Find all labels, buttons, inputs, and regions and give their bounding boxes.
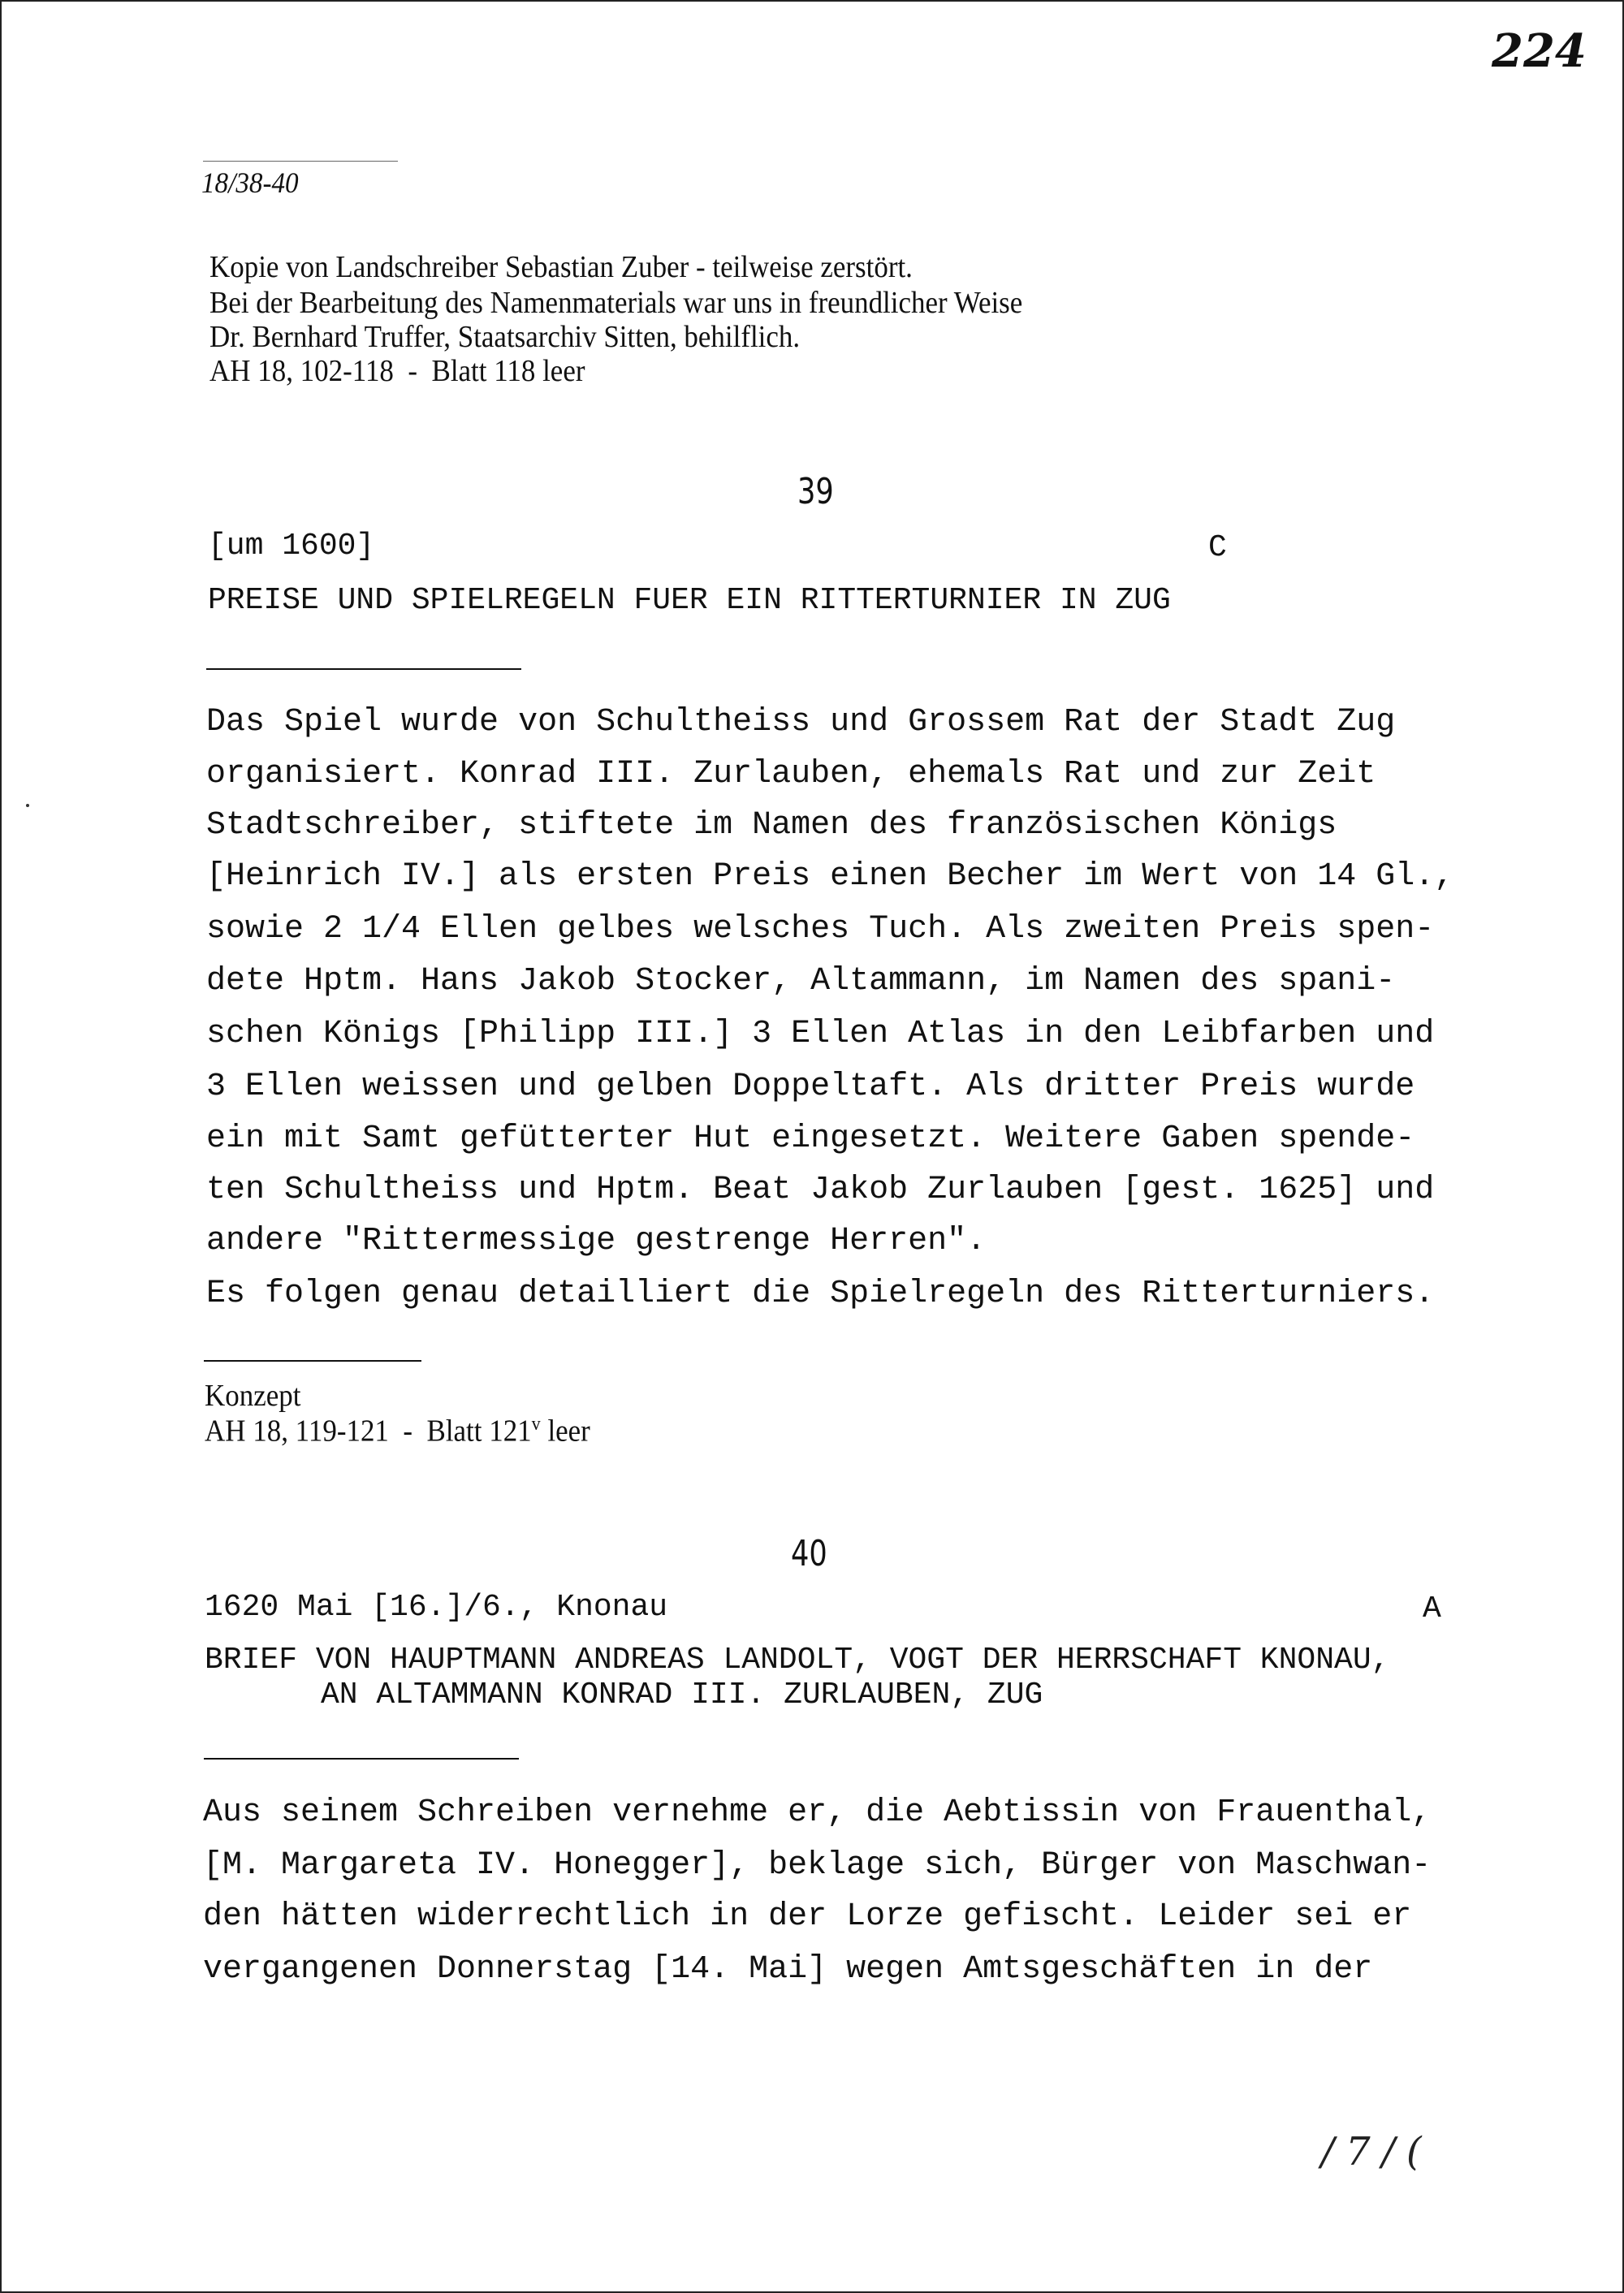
body-line: [Heinrich IV.] als ersten Preis einen Becher im Wert von 14 Gl.,: [206, 858, 1454, 895]
verso-mark: v: [531, 1414, 541, 1435]
source-reference: [205, 1414, 590, 1447]
body-line: Stadtschreiber, stiftete im Namen des französischen Königs: [206, 807, 1337, 844]
entry-type: A: [1423, 1591, 1441, 1626]
intro-line: Dr. Bernhard Truffer, Staatsarchiv Sitten, behilflich.: [209, 320, 801, 354]
handwritten-folio-mark: /7/(: [1321, 2129, 1433, 2174]
body-line: vergangenen Donnerstag [14. Mai] wegen Amtsgeschäften in der: [203, 1951, 1373, 1988]
divider: [204, 1360, 421, 1362]
body-line: andere "Rittermessige gestrenge Herren".: [206, 1223, 987, 1259]
source-ref-text: AH 18, 119-121 - Blatt 121: [205, 1414, 532, 1449]
entry-title: PREISE UND SPIELREGELN FUER EIN RITTERTURNIER IN ZUG: [208, 583, 1171, 618]
intro-line: AH 18, 102-118 - Blatt 118 leer: [209, 354, 585, 388]
body-line: [M. Margareta IV. Honegger], beklage sich, Bürger von Maschwan-: [203, 1847, 1432, 1884]
reference-number: 18/38-40: [201, 166, 299, 199]
entry-date: [um 1600]: [208, 529, 375, 564]
intro-line: Kopie von Landschreiber Sebastian Zuber - teilweise zerstört.: [209, 250, 913, 284]
scan-speck: [26, 804, 29, 807]
divider: [204, 1758, 519, 1760]
divider: [206, 668, 521, 670]
body-line: 3 Ellen weissen und gelben Doppeltaft. Als dritter Preis wurde: [206, 1069, 1415, 1105]
source-label: Konzept: [205, 1379, 301, 1413]
entry-date: 1620 Mai [16.]/6., Knonau: [205, 1590, 668, 1625]
body-line: den hätten widerrechtlich in der Lorze gefischt. Leider sei er: [203, 1898, 1412, 1935]
body-line: Das Spiel wurde von Schultheiss und Grossem Rat der Stadt Zug: [206, 704, 1396, 741]
body-line: dete Hptm. Hans Jakob Stocker, Altammann, im Namen des spani-: [206, 963, 1396, 1000]
body-line: organisiert. Konrad III. Zurlauben, ehemals Rat und zur Zeit: [206, 756, 1376, 792]
entry-type: C: [1208, 530, 1227, 565]
source-ref-tail: leer: [540, 1414, 590, 1449]
intro-line: Bei der Bearbeitung des Namenmaterials war uns in freundlicher Weise: [209, 286, 1023, 320]
body-line: sowie 2 1/4 Ellen gelbes welsches Tuch. Als zweiten Preis spen-: [206, 911, 1435, 948]
body-line: Es folgen genau detailliert die Spielregeln des Ritterturniers.: [206, 1276, 1435, 1312]
body-line: Aus seinem Schreiben vernehme er, die Aebtissin von Frauenthal,: [203, 1794, 1432, 1831]
entry-number: 40: [791, 1533, 827, 1574]
entry-title: BRIEF VON HAUPTMANN ANDREAS LANDOLT, VOGT DER HERRSCHAFT KNONAU,: [205, 1643, 1390, 1678]
page-number: 224: [1492, 24, 1587, 78]
entry-number: 39: [797, 471, 834, 512]
body-line: ein mit Samt gefütterter Hut eingesetzt. Weitere Gaben spende-: [206, 1121, 1415, 1157]
entry-title: AN ALTAMMANN KONRAD III. ZURLAUBEN, ZUG: [321, 1678, 1043, 1712]
body-line: schen Königs [Philipp III.] 3 Ellen Atlas in den Leibfarben und: [206, 1016, 1435, 1052]
body-line: ten Schultheiss und Hptm. Beat Jakob Zurlauben [gest. 1625] und: [206, 1172, 1435, 1208]
reference-overline: [203, 161, 398, 162]
